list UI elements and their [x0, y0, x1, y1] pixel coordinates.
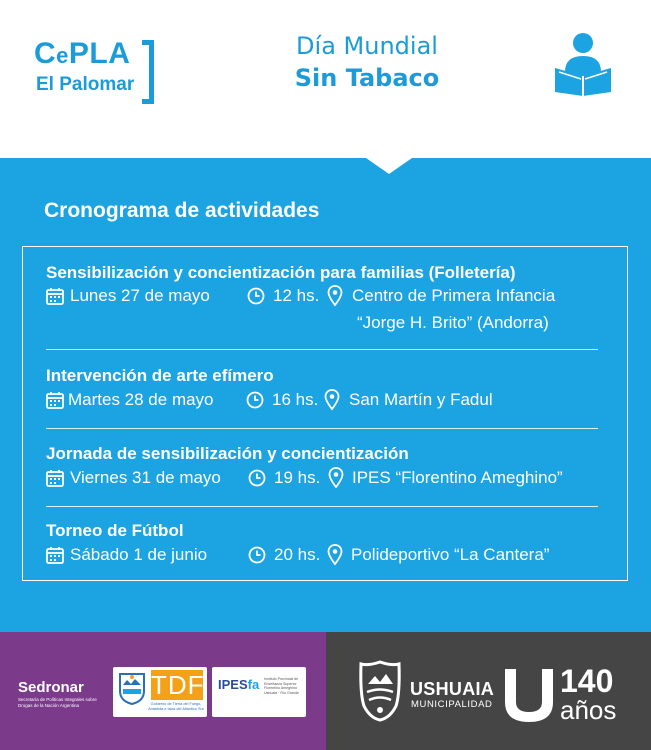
- divider: [46, 506, 598, 507]
- activity-time: 12 hs.: [273, 286, 320, 305]
- reader-icon: [553, 32, 613, 96]
- ipes-subtitle: Instituto Provincial de Enseñanza Superior Florentino Ameghino Ushuaia · Río Grande: [264, 677, 299, 695]
- activity-1: [46, 262, 516, 284]
- event-title-line1: Día Mundial: [296, 32, 438, 60]
- sedronar-subtitle: Secretaría de Políticas Integrales sobre Drogas de la Nación Argentina: [18, 697, 97, 708]
- section-title: Cronograma de actividades: [44, 199, 320, 222]
- activity-time: 16 hs.: [272, 390, 319, 409]
- activity-title: Jornada de sensibilización y concientización: [46, 444, 409, 463]
- activity-title: Intervención de arte efímero: [46, 366, 274, 385]
- ipes-wordmark: [218, 677, 259, 693]
- divider: [46, 349, 598, 350]
- activity-place: San Martín y Fadul: [349, 390, 493, 409]
- ipes-logo: [212, 667, 306, 717]
- calendar-icon: [46, 469, 64, 487]
- activity-place-line2: “Jorge H. Brito” (Andorra): [357, 313, 549, 332]
- header: [0, 0, 651, 158]
- activity-date: Viernes 31 de mayo: [70, 468, 221, 487]
- anniversary-number: 140: [560, 663, 614, 699]
- logo-bracket: [142, 40, 154, 104]
- calendar-icon: [46, 546, 64, 564]
- activity-4: [46, 520, 184, 542]
- sedronar-name: Sedronar: [18, 679, 84, 696]
- ipes-mark-b: fa: [247, 677, 260, 692]
- logo-letters-pla: PLA: [68, 37, 131, 70]
- tdf-letters: TDF: [151, 670, 205, 700]
- location-pin-icon: [324, 389, 340, 411]
- activity-date: Sábado 1 de junio: [70, 545, 208, 564]
- activity-place: Centro de Primera Infancia: [352, 286, 556, 305]
- divider: [46, 428, 598, 429]
- activity-place: IPES “Florentino Ameghino”: [352, 468, 563, 487]
- activity-date: Martes 28 de mayo: [68, 390, 214, 409]
- logo-letter-c: C: [34, 37, 57, 70]
- sedronar-logo: [18, 680, 110, 708]
- activity-3: [46, 443, 409, 465]
- clock-icon: [248, 546, 266, 564]
- anniversary-word: años: [560, 695, 617, 725]
- location-pin-icon: [328, 467, 344, 489]
- activity-2: [46, 365, 274, 387]
- activity-title: Torneo de Fútbol: [46, 521, 184, 540]
- calendar-icon: [46, 391, 64, 409]
- tdf-logo: [113, 667, 207, 717]
- event-title: [262, 30, 472, 94]
- clock-icon: [248, 469, 266, 487]
- tdf-subtitle: Gobierno de Tierra del Fuego, Antártida e Islas del Atlántico Sur: [148, 702, 204, 711]
- logo-letter-e: e: [56, 43, 69, 68]
- calendar-icon: [46, 287, 64, 305]
- ipes-mark-a: IPES: [218, 677, 248, 692]
- event-title-line2: Sin Tabaco: [294, 64, 440, 92]
- clock-icon: [246, 391, 264, 409]
- activity-title: Sensibilización y concientización para familias (Folletería): [46, 263, 516, 282]
- location-pin-icon: [327, 544, 343, 566]
- header-notch: [366, 158, 412, 174]
- clock-icon: [247, 287, 265, 305]
- activity-time: 20 hs.: [274, 545, 321, 564]
- activity-date: Lunes 27 de mayo: [70, 286, 210, 305]
- u-anniversary-icon: [502, 666, 556, 724]
- ushuaia-shield-icon: [358, 660, 402, 722]
- activity-time: 19 hs.: [274, 468, 321, 487]
- tdf-seal-icon: [117, 671, 147, 705]
- location-pin-icon: [327, 285, 343, 307]
- ushuaia-name: USHUAIA: [410, 679, 495, 699]
- cepla-logo: [34, 38, 164, 108]
- logo-wordmark: [34, 38, 130, 72]
- logo-subtitle: El Palomar: [36, 74, 135, 95]
- activity-place: Polideportivo “La Cantera”: [351, 545, 550, 564]
- ushuaia-subtitle: MUNICIPALIDAD: [411, 699, 493, 710]
